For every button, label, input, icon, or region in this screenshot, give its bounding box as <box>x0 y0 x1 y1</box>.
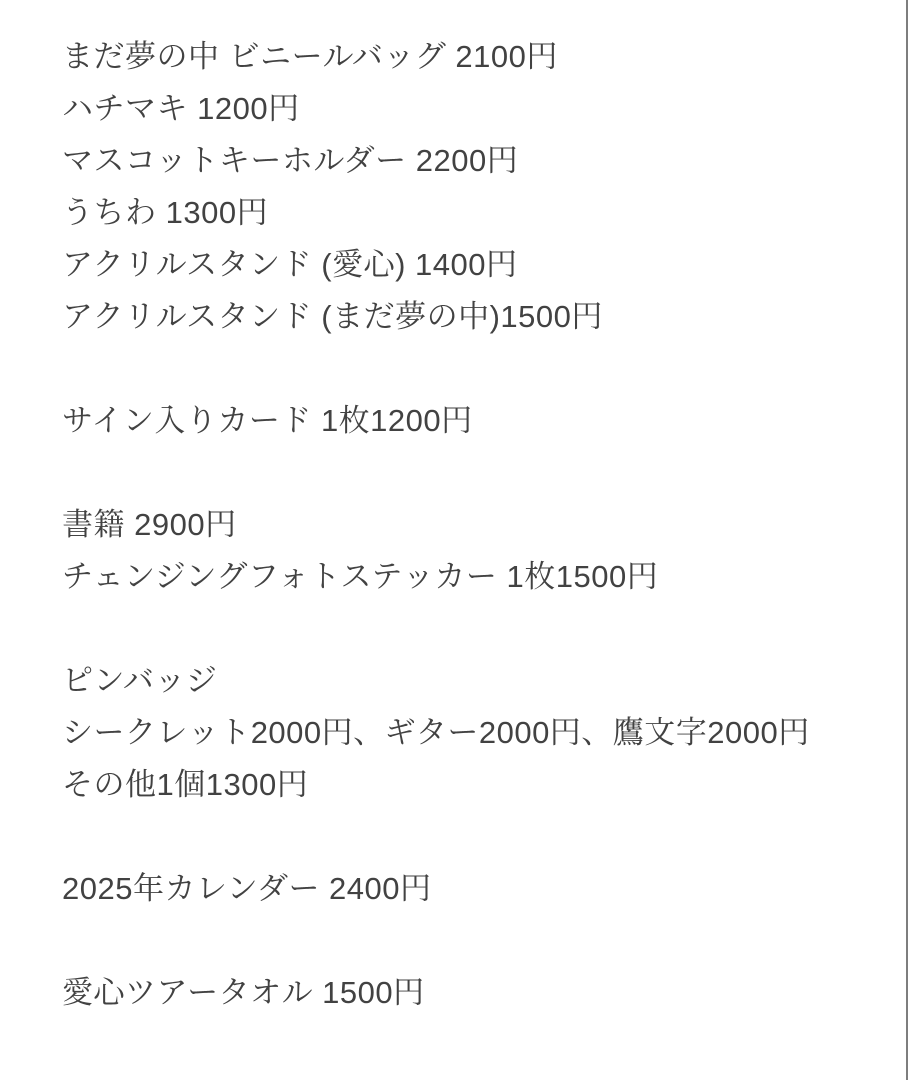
text-line: まだ夢の中 ビニールバッグ 2100円 <box>62 39 558 74</box>
text-line <box>62 343 912 395</box>
text-line: サイン入りカード 1枚1200円 <box>62 403 473 438</box>
text-line: 愛心ツアータオル 1500円 <box>62 975 425 1010</box>
text-line <box>62 915 912 967</box>
text-line: 書籍 2900円 <box>62 507 237 542</box>
text-line: マスコットキーホルダー 2200円 <box>62 143 519 178</box>
text-line: その他1個1300円 <box>62 767 309 802</box>
text-line: アクリルスタンド (愛心) 1400円 <box>62 247 518 282</box>
text-line: ハチマキ 1200円 <box>62 91 300 126</box>
price-line-list <box>62 31 912 1019</box>
right-edge-divider <box>906 0 908 1080</box>
text-line <box>62 811 912 863</box>
text-line: チェンジングフォトステッカー 1枚1500円 <box>62 559 659 594</box>
text-line <box>62 603 912 655</box>
text-line: 2025年カレンダー 2400円 <box>62 871 432 906</box>
text-line: シークレット2000円、ギター2000円、鷹文字2000円 <box>62 715 810 750</box>
text-line <box>62 447 912 499</box>
text-line: アクリルスタンド (まだ夢の中)1500円 <box>62 299 603 334</box>
text-line: うちわ 1300円 <box>62 195 269 230</box>
text-line: ピンバッジ <box>62 663 218 698</box>
